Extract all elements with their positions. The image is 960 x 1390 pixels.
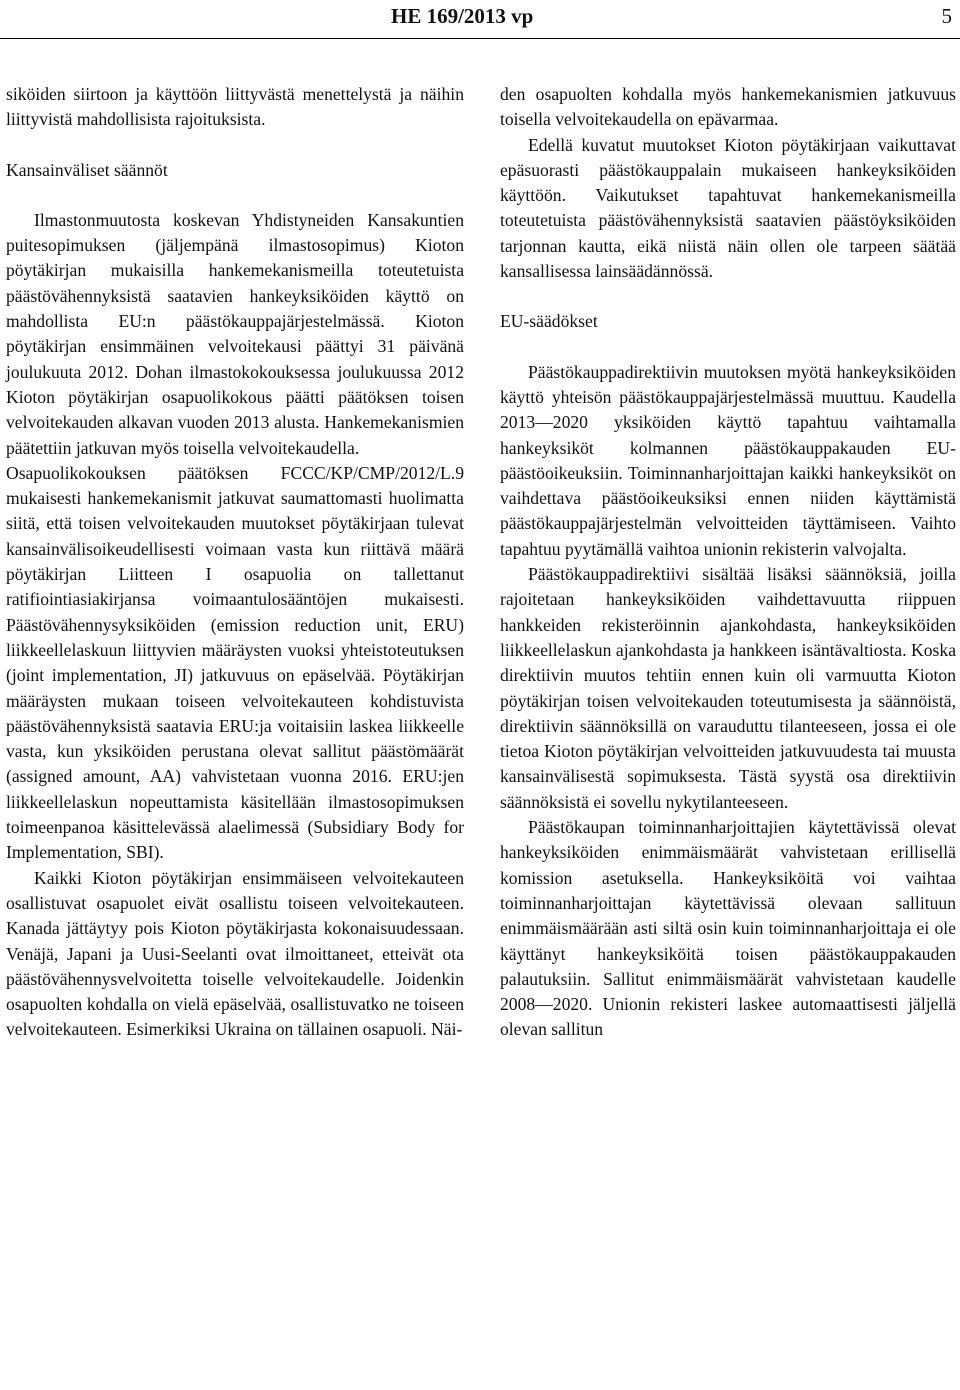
spacer	[500, 335, 956, 360]
header-rule	[0, 38, 960, 39]
paragraph-continued: den osapuolten kohdalla myös hankemekanismien jatkuvuus toisella velvoitekaudella on epävarmaa.	[500, 84, 956, 130]
spacer	[500, 284, 956, 309]
right-column	[500, 82, 956, 1043]
document-id: HE 169/2013 vp	[391, 4, 534, 28]
paragraph: Edellä kuvatut muutokset Kioton pöytäkirjaan vaikuttavat epäsuorasti päästökauppalain mukaiseen hankeyksiköiden käyttöön. Vaikutukset tapahtuvat hankemekanismeilla toteutetuista päästövähennyksistä saatavien päästöyksiköiden tarjonnan kautta, eikä niistä näin ollen ole tarpeen säätää kansallisessa lainsäädännössä.	[500, 134, 956, 282]
paragraph: Osapuolikokouksen päätöksen FCCC/KP/CMP/2012/L.9 mukaisesti hankemekanismit jatkuvat saumattomasti huolimatta siitä, että toisen velvoitekauden muutokset pöytäkirjaan tulevat kansainvälisoikeudellisesti voimaan vasta kun riittävä määrä pöytäkirjan Liitteen I osapuolia on tallettanut ratifiointiasiakirjansa voimaantulosääntöjen mukaisesti. Päästövähennysyksiköiden (emission reduction unit, ERU) liikkeellelaskuun liittyvien määräysten vuoksi yhteistoteutuksen (joint implementation, JI) jatkuvuus on epäselvää. Pöytäkirjan määräysten mukaan toiseen velvoitekauteen kohdistuvista päästövähennyksistä saatavia ERU:ja voitaisiin laskea liikkeelle vasta, kun yksiköiden perustana olevat sallitut päästömäärät (assigned amount, AA) vahvistetaan vuonna 2016. ERU:jen liikkeellelaskun nopeuttamista käsitellään ilmastosopimuksen toimeenpanoa käsittelevässä alaelimessä (Subsidiary Body for Implementation, SBI).	[6, 462, 464, 863]
spacer	[6, 133, 464, 158]
left-column	[6, 82, 464, 1043]
paragraph: Päästökauppadirektiivi sisältää lisäksi säännöksiä, joilla rajoitetaan hankeyksiköiden vaihdettavuutta riippuen hankkeiden rekisteröinnin ajankohdasta, hankeyksiköiden liikkeellelaskun ajankohdasta ja hankkeen isäntävaltiosta. Koska direktiivin muutos tehtiin ennen kuin oli varmuutta Kioton pöytäkirjan toisen velvoitekauden toteutumisesta ja säännöistä, direktiivin säännöksillä on varauduttu tilanteeseen, jossa ei ole tietoa Kioton pöytäkirjan velvoitteiden jatkuvuudesta tai muusta kansainvälisestä sopimuksesta. Tästä syystä osa direktiivin säännöksistä ei sovellu nykytilanteeseen.	[500, 564, 956, 812]
spacer	[6, 183, 464, 208]
section-heading-eu: EU-säädökset	[500, 311, 598, 332]
paragraph-intro: siköiden siirtoon ja käyttöön liittyvästä menettelystä ja näihin liittyvistä mahdollisista rajoituksista.	[6, 84, 464, 130]
paragraph: Päästökauppadirektiivin muutoksen myötä hankeyksiköiden käyttö yhteisön päästökauppajärjestelmässä muuttuu. Kaudella 2013—2020 yksiköiden käyttö tapahtuu vaihtamalla hankeyksiköt kolmannen päästökauppakauden EU-päästöoikeuksiin. Toiminnanharjoittajan kaikki hankeyksiköt on vaihdettava päästöoikeuksiksi ennen niiden käyttämistä päästökauppajärjestelmän velvoitteiden täyttämiseen. Vaihto tapahtuu pyytämällä vaihtoa unionin rekisterin valvojalta.	[500, 361, 956, 559]
section-heading-international: Kansainväliset säännöt	[6, 159, 168, 180]
paragraph: Kaikki Kioton pöytäkirjan ensimmäiseen velvoitekauteen osallistuvat osapuolet eivät osallistu toiseen velvoitekauteen. Kanada jättäytyy pois Kioton pöytäkirjasta kokonaisuudessaan. Venäjä, Japani ja Uusi-Seelanti ovat ilmoittaneet, etteivät ota päästövähennysvelvoitetta toiselle velvoitekaudelle. Joidenkin osapuolten kohdalla on vielä epäselvää, osallistuvatko ne toiseen velvoitekauteen. Esimerkiksi Ukraina on tällainen osapuoli. Näi-	[6, 867, 464, 1040]
page-number: 5	[941, 4, 952, 28]
paragraph: Päästökaupan toiminnanharjoittajien käytettävissä olevat hankeyksiköiden enimmäismäärät vahvistetaan erillisellä komission asetuksella. Hankeyksiköitä voi vaihtaa toiminnanharjoittajan käytettävissä olevaan sallituun enimmäismäärään asti siltä osin kuin toiminnanharjoittaja ei ole käyttänyt hankeyksiköitä toisen päästökauppakauden palautuksiin. Sallitut enimmäismäärät vahvistetaan kaudelle 2008—2020. Unionin rekisteri laskee automaattisesti jäljellä olevan sallitun	[500, 817, 956, 1040]
page-header	[0, 4, 960, 32]
paragraph: Ilmastonmuutosta koskevan Yhdistyneiden Kansakuntien puitesopimuksen (jäljempänä ilmastosopimus) Kioton pöytäkirjan mukaisilla hankemekanismeilla toteutetuista päästövähennyksistä saatavien hankeyksiköiden käyttö on mahdollista EU:n päästökauppajärjestelmässä. Kioton pöytäkirjan ensimmäinen velvoitekausi päättyi 31 päivänä joulukuuta 2012. Dohan ilmastokokouksessa joulukuussa 2012 Kioton pöytäkirjan osapuolikokous päätti päätöksen toisen velvoitekauden alkavan vuoden 2013 alusta. Hankemekanismien päätettiin jatkuvan myös toisella velvoitekaudella.	[6, 209, 464, 458]
